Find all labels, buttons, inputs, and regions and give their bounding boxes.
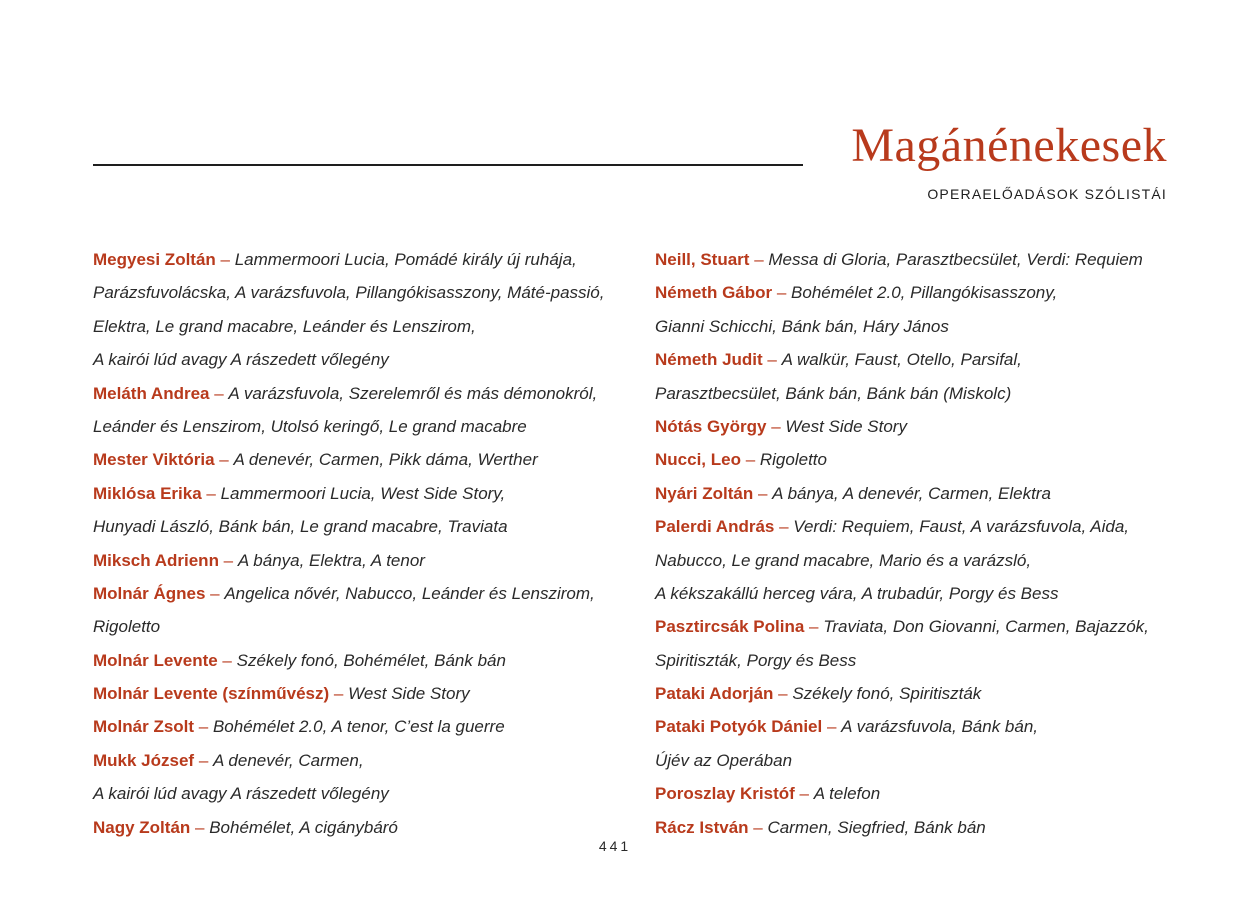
separator-dash: –	[205, 583, 225, 603]
separator-dash: –	[762, 350, 782, 370]
entry-continuation-line	[93, 310, 628, 343]
left-column	[93, 243, 628, 844]
works-list: Rigoletto	[759, 450, 827, 470]
separator-dash: –	[749, 250, 769, 269]
singer-name: Nucci, Leo	[655, 450, 741, 470]
works-list: Lammermoori Lucia, Pomádé király új ruhája,	[234, 250, 577, 269]
entry-line	[93, 477, 628, 510]
entry-line	[655, 343, 1195, 376]
singer-name: Miksch Adrienn	[93, 550, 219, 570]
works-list: A denevér, Carmen,	[213, 750, 364, 770]
separator-dash: –	[822, 717, 842, 737]
works-list: Traviata, Don Giovanni, Carmen, Bajazzók,	[823, 617, 1149, 637]
entry-continuation-line	[93, 510, 628, 543]
entry-continuation-line	[655, 377, 1195, 410]
works-list: Lammermoori Lucia, West Side Story,	[220, 483, 506, 503]
entry-continuation-line	[93, 343, 628, 376]
entry-continuation-line	[93, 276, 628, 309]
entry-continuation-line	[655, 310, 1195, 343]
entry-line	[93, 243, 628, 276]
separator-dash: –	[748, 817, 768, 837]
works-list: West Side Story	[785, 416, 907, 436]
singer-name: Pataki Adorján	[655, 684, 774, 704]
page-subtitle: OPERAELŐADÁSOK SZÓLISTÁI	[927, 186, 1167, 202]
singer-name: Rácz István	[655, 817, 749, 837]
singer-name: Molnár Levente (színművész)	[93, 684, 330, 704]
entry-line	[93, 377, 628, 410]
separator-dash: –	[753, 483, 773, 503]
entry-continuation-line	[93, 410, 628, 443]
separator-dash: –	[217, 650, 237, 670]
entry-line	[93, 744, 628, 777]
singer-name: Pataki Potyók Dániel	[655, 717, 823, 737]
works-list: Messa di Gloria, Parasztbecsület, Verdi: Requiem	[768, 250, 1143, 269]
page-number: 441	[598, 838, 632, 854]
works-list: A bánya, A denevér, Carmen, Elektra	[772, 483, 1051, 503]
entry-line	[655, 677, 1195, 710]
entry-line	[655, 777, 1195, 810]
works-list: Bohémélet 2.0, A tenor, C’est la guerre	[212, 717, 505, 737]
entry-line	[93, 644, 628, 677]
separator-dash: –	[218, 550, 238, 570]
entry-continuation-line	[655, 577, 1195, 610]
works-list: Bohémélet, A cigánybáró	[209, 817, 398, 837]
separator-dash: –	[209, 383, 229, 403]
works-list: West Side Story	[348, 684, 470, 704]
entry-line	[93, 443, 628, 476]
singer-name: Mester Viktória	[93, 450, 215, 470]
singer-name: Németh Gábor	[655, 283, 773, 303]
works-list: Rigoletto	[93, 617, 161, 637]
works-list: A kairói lúd avagy A rászedett vőlegény	[93, 784, 389, 804]
entry-continuation-line	[655, 644, 1195, 677]
separator-dash: –	[804, 617, 824, 637]
works-list: Carmen, Siegfried, Bánk bán	[767, 817, 986, 837]
works-list: A telefon	[813, 784, 881, 804]
works-list: A varázsfuvola, Szerelemről és más démonokról,	[228, 383, 598, 403]
works-list: Parázsfuvolácska, A varázsfuvola, Pillangókisasszony, Máté-passió,	[93, 283, 605, 303]
works-list: Hunyadi László, Bánk bán, Le grand macabre, Traviata	[93, 517, 508, 537]
entry-line	[655, 477, 1195, 510]
singer-name: Meláth Andrea	[93, 383, 210, 403]
separator-dash: –	[214, 450, 234, 470]
singer-name: Molnár Levente	[93, 650, 218, 670]
entry-line	[93, 677, 628, 710]
separator-dash: –	[774, 517, 794, 537]
works-list: Spiritiszták, Porgy és Bess	[655, 650, 857, 670]
works-list: A bánya, Elektra, A tenor	[237, 550, 425, 570]
entry-line	[655, 243, 1195, 276]
separator-dash: –	[772, 283, 792, 303]
entry-line	[655, 443, 1195, 476]
works-list: A walkür, Faust, Otello, Parsifal,	[781, 350, 1022, 370]
entry-line	[655, 510, 1195, 543]
header-rule	[93, 164, 803, 166]
works-list: Bohémélet 2.0, Pillangókisasszony,	[791, 283, 1058, 303]
singer-name: Németh Judit	[655, 350, 763, 370]
works-list: Elektra, Le grand macabre, Leánder és Lenszirom,	[93, 316, 476, 336]
works-list: Gianni Schicchi, Bánk bán, Háry János	[655, 316, 949, 336]
separator-dash: –	[766, 416, 786, 436]
page-title: Magánénekesek	[851, 119, 1167, 172]
singer-name: Nagy Zoltán	[93, 817, 191, 837]
separator-dash: –	[794, 784, 814, 804]
separator-dash: –	[190, 817, 210, 837]
works-list: A kékszakállú herceg vára, A trubadúr, Porgy és Bess	[655, 583, 1059, 603]
separator-dash: –	[201, 483, 221, 503]
works-list: Újév az Operában	[655, 750, 793, 770]
singer-name: Nyári Zoltán	[655, 483, 754, 503]
separator-dash: –	[194, 717, 213, 737]
works-list: A kairói lúd avagy A rászedett vőlegény	[93, 350, 389, 370]
works-list: Verdi: Requiem, Faust, A varázsfuvola, Aida,	[793, 517, 1130, 537]
singer-name: Mukk József	[93, 750, 195, 770]
singer-name: Molnár Ágnes	[93, 583, 206, 603]
entry-continuation-line	[655, 744, 1195, 777]
entry-line	[655, 610, 1195, 643]
works-list: Székely fonó, Spiritiszták	[792, 684, 982, 704]
separator-dash: –	[740, 450, 760, 470]
separator-dash: –	[215, 250, 235, 269]
entry-line	[655, 410, 1195, 443]
separator-dash: –	[329, 684, 349, 704]
separator-dash: –	[194, 750, 213, 770]
entry-line	[93, 710, 628, 743]
singer-name: Poroszlay Kristóf	[655, 784, 795, 804]
entry-line	[93, 577, 628, 610]
entry-continuation-line	[93, 777, 628, 810]
singer-name: Molnár Zsolt	[93, 717, 195, 737]
works-list: A denevér, Carmen, Pikk dáma, Werther	[233, 450, 538, 470]
works-list: Parasztbecsület, Bánk bán, Bánk bán (Miskolc)	[655, 383, 1012, 403]
singer-name: Pasztircsák Polina	[655, 617, 805, 637]
entry-continuation-line	[655, 544, 1195, 577]
works-list: Nabucco, Le grand macabre, Mario és a varázsló,	[655, 550, 1032, 570]
entry-line	[655, 710, 1195, 743]
right-column	[655, 243, 1195, 844]
singer-name: Neill, Stuart	[655, 250, 750, 269]
works-list: Leánder és Lenszirom, Utolsó keringő, Le grand macabre	[93, 416, 527, 436]
singer-name: Miklósa Erika	[93, 483, 202, 503]
entry-line	[655, 276, 1195, 309]
singer-name: Nótás György	[655, 416, 767, 436]
entry-line	[93, 544, 628, 577]
works-list: Székely fonó, Bohémélet, Bánk bán	[236, 650, 506, 670]
singer-name: Palerdi András	[655, 517, 775, 537]
separator-dash: –	[773, 684, 793, 704]
works-list: A varázsfuvola, Bánk bán,	[841, 717, 1039, 737]
entry-continuation-line	[93, 610, 628, 643]
singer-name: Megyesi Zoltán	[93, 250, 216, 269]
works-list: Angelica nővér, Nabucco, Leánder és Lenszirom,	[224, 583, 595, 603]
